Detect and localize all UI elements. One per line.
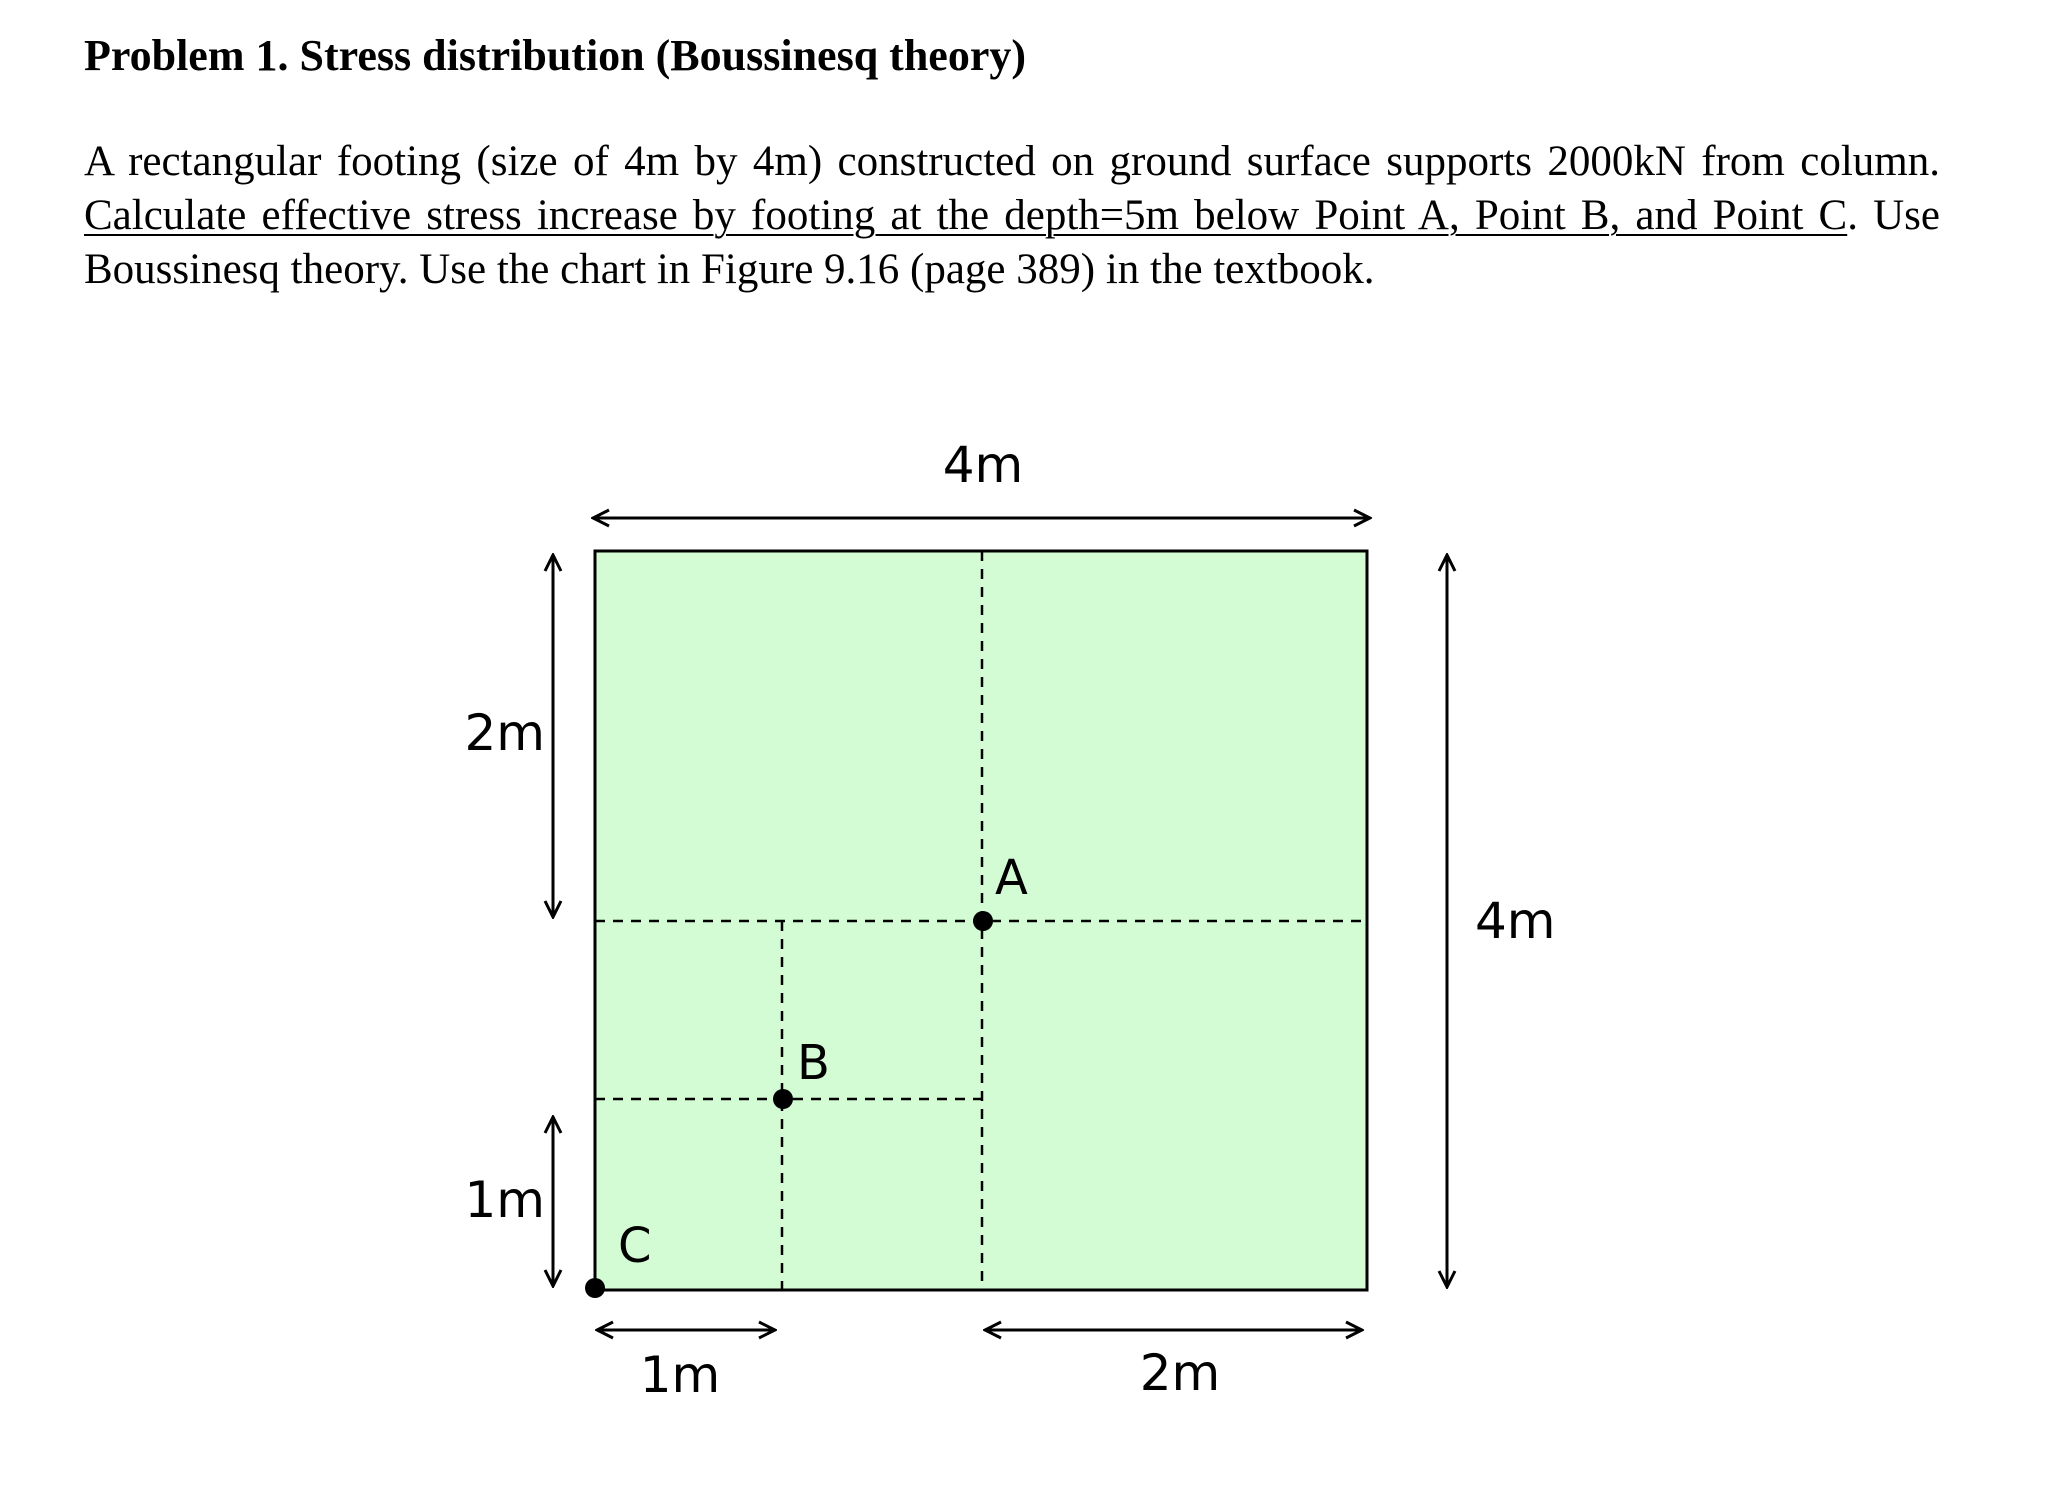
bottom-left-label: 1m bbox=[639, 1346, 721, 1404]
point-c-marker bbox=[585, 1278, 605, 1298]
problem-title: Problem 1. Stress distribution (Boussinesq theory) bbox=[84, 31, 1027, 80]
point-b-label: B bbox=[797, 1035, 830, 1091]
bottom-right-label: 2m bbox=[1139, 1344, 1221, 1402]
statement-intro: A rectangular footing (size of 4m by 4m) constructed on ground surface supports 2000kN from column. bbox=[84, 138, 1940, 185]
point-a-label: A bbox=[995, 850, 1028, 906]
right-height-label: 4m bbox=[1475, 892, 1556, 950]
point-a-marker bbox=[973, 911, 993, 931]
point-b-marker bbox=[773, 1089, 793, 1109]
point-c-label: C bbox=[618, 1218, 652, 1274]
statement-task-underlined: Calculate effective stress increase by footing at the depth=5m below Point A, Point B, and Point C bbox=[84, 192, 1848, 239]
statement-instructions: . Use Boussinesq theory. Use the chart in Figure 9.16 (page 389) in the textbook. bbox=[84, 192, 1940, 293]
left-upper-label: 2m bbox=[464, 704, 545, 762]
top-width-label: 4m bbox=[942, 436, 1024, 494]
left-lower-label: 1m bbox=[464, 1171, 545, 1229]
